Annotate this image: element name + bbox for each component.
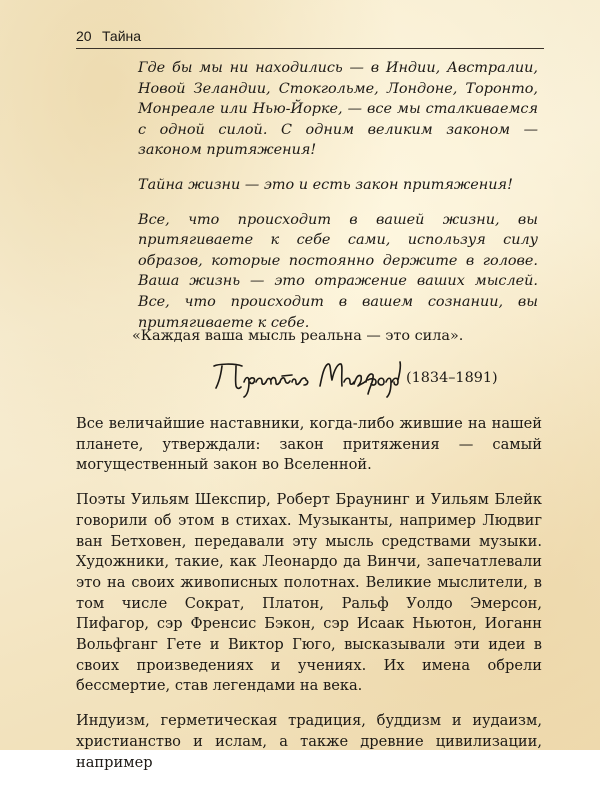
italic-quote-block (138, 58, 538, 347)
body-text (76, 414, 542, 787)
running-title: Тайна (102, 28, 142, 44)
epigraph-quote: «Каждая ваша мысль реальна — это сила». (132, 328, 464, 344)
quote-paragraph: Где бы мы ни находились — в Индии, Австралии, Новой Зеландии, Стокгольме, Лондоне, Торонто, Монреале или Нью-Йорке, — все мы сталкиваемся с одной силой. С одним великим законом — законом притяжения! (138, 60, 538, 159)
body-paragraph: Индуизм, герметическая традиция, буддизм и иудаизм, христианство и ислам, а также древние цивилизации, например (76, 712, 542, 771)
body-paragraph: Все величайшие наставники, когда-либо жившие на нашей планете, утверждали: закон притяжения — самый могущественный закон во Вселенной. (76, 415, 542, 474)
author-years: (1834–1891) (406, 370, 498, 386)
quote-paragraph: Тайна жизни — это и есть закон притяжения! (138, 176, 513, 193)
page-header (76, 26, 544, 49)
body-paragraph: Поэты Уильям Шекспир, Роберт Браунинг и Уильям Блейк говорили об этом в стихах. Музыканты, например Людвиг ван Бетховен, передавали эту мысль средствами музыки. Художники, такие, как Леонардо да Винчи, запечатлевали это на своих живописных полотнах. Великие мыслители, в том числе Сократ, Платон, Ральф Уолдо Эмерсон, Пифагор, сэр Френсис Бэкон, сэр Исаак Ньютон, Иоганн Вольфганг Гете и Виктор Гюго, высказывали эти идеи в своих произведениях и учениях. Их имена обрели бессмертие, став легендами на века. (76, 491, 542, 695)
handwritten-signature (208, 358, 404, 398)
author-attribution (208, 358, 538, 398)
page-number: 20 (76, 28, 92, 44)
quote-paragraph: Все, что происходит в вашей жизни, вы притягиваете к себе сами, используя силу образов, которые постоянно держите в голове. Ваша жизнь — это отражение ваших мыслей. Все, что происходит в вашем сознании, вы притягиваете к себе. (138, 211, 538, 331)
